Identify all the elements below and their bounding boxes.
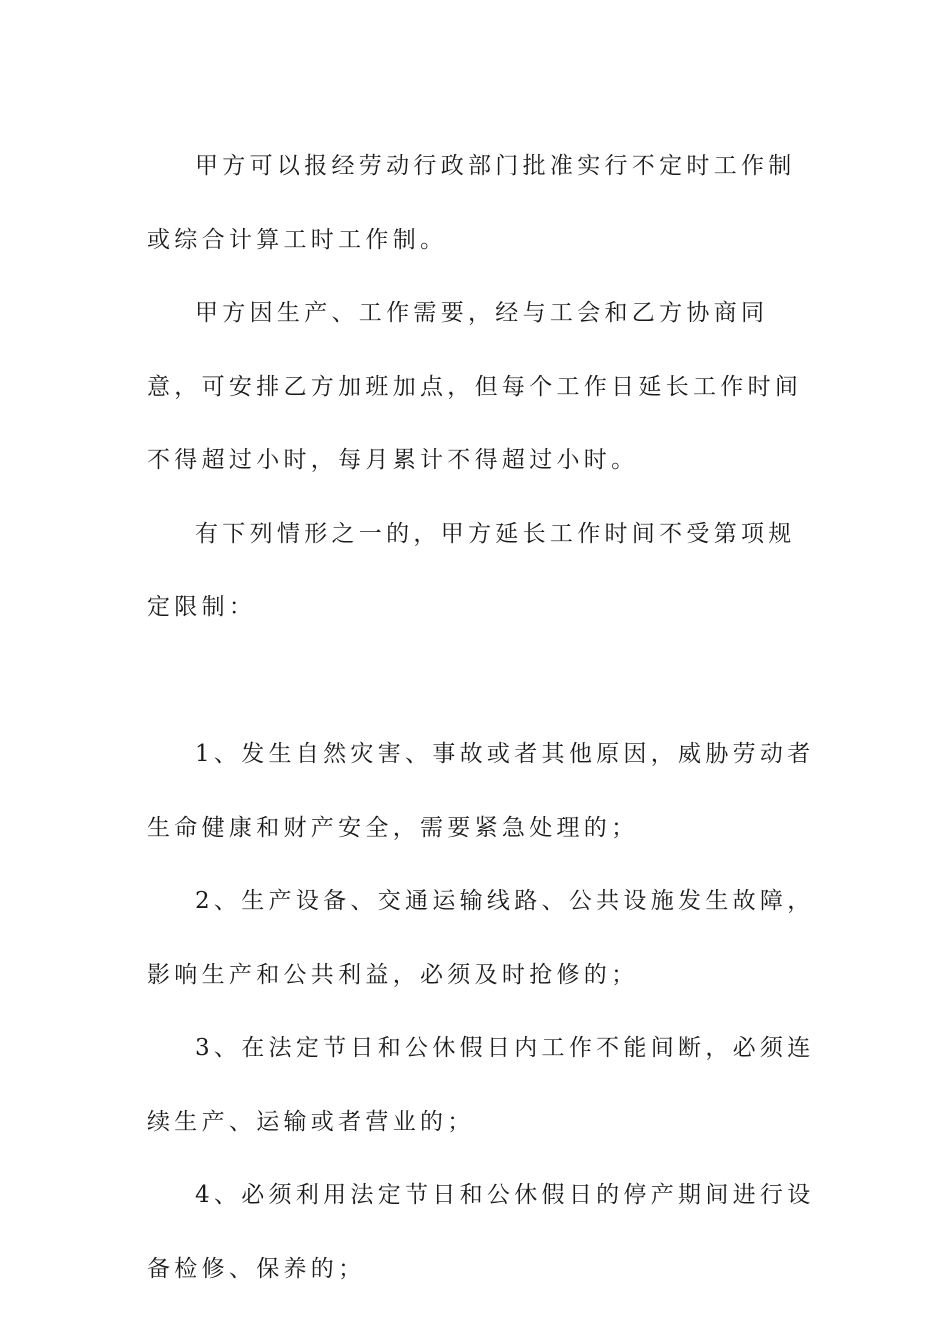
blank-line xyxy=(147,645,819,719)
list-item-holiday-maintenance: 4、必须利用法定节日和公休假日的停产期间进行设备检修、保养的； xyxy=(147,1182,815,1282)
list-item-continuous-production: 3、在法定节日和公休假日内工作不能间断，必须连续生产、运输或者营业的； xyxy=(147,1035,815,1135)
document-body xyxy=(147,130,819,1306)
paragraph-overtime-limits: 甲方因生产、工作需要，经与工会和乙方协商同意，可安排乙方加班加点，但每个工作日延长工作时间不得超过小时，每月累计不得超过小时。 xyxy=(147,300,803,473)
list-item-equipment-failure: 2、生产设备、交通运输线路、公共设施发生故障，影响生产和公共利益，必须及时抢修的； xyxy=(147,888,815,988)
list-item-natural-disaster: 1、发生自然灾害、事故或者其他原因，威胁劳动者生命健康和财产安全，需要紧急处理的； xyxy=(147,741,815,841)
paragraph-schedule-system: 甲方可以报经劳动行政部门批准实行不定时工作制或综合计算工时工作制。 xyxy=(147,153,796,253)
paragraph-exceptions-intro: 有下列情形之一的，甲方延长工作时间不受第项规定限制： xyxy=(147,520,796,620)
